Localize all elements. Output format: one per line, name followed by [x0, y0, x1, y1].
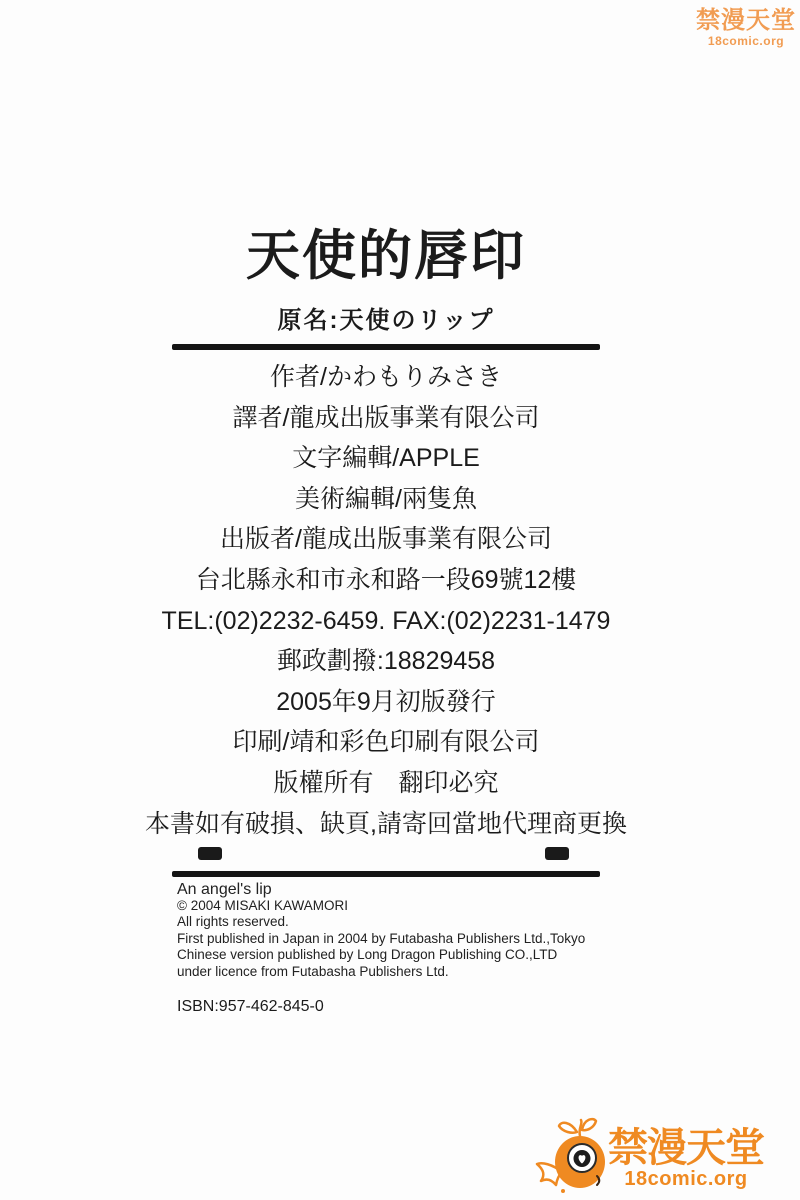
copyright-block — [177, 881, 585, 980]
publisher-address: 台北縣永和市永和路一段69號12樓 — [195, 565, 577, 594]
original-title: 原名:天使のリップ — [277, 307, 495, 334]
watermark-site-name: 禁漫天堂 — [696, 7, 796, 34]
credit-printer: 印刷/靖和彩色印刷有限公司 — [232, 728, 540, 757]
replacement-notice: 本書如有破損、缺頁,請寄回當地代理商更換 — [145, 809, 627, 838]
whale-mascot-icon — [534, 1110, 606, 1200]
divider-rule-top — [172, 344, 600, 350]
credit-text-editor: 文字編輯/APPLE — [292, 444, 480, 473]
watermark-site-url: 18comic.org — [707, 34, 785, 48]
isbn: ISBN:957-462-845-0 — [177, 998, 324, 1015]
logo-text — [608, 1128, 764, 1190]
copyright-line: © 2004 MISAKI KAWAMORI — [177, 898, 348, 913]
chinese-version-line: Chinese version published by Long Dragon Publishing CO.,LTD — [177, 947, 558, 963]
registration-mark-left — [198, 847, 222, 860]
top-watermark — [696, 8, 796, 48]
rights-notice: 版權所有 翻印必究 — [273, 768, 499, 797]
credit-translator: 譯者/龍成出版事業有限公司 — [232, 403, 540, 432]
logo-site-name: 禁漫天堂 — [608, 1126, 764, 1170]
phone-fax: TEL:(02)2232-6459. FAX:(02)2231-1479 — [161, 606, 611, 635]
divider-rule-bottom — [172, 871, 600, 877]
book-title: 天使的唇印 — [246, 226, 526, 286]
site-logo — [534, 1110, 764, 1200]
rights-reserved-line: All rights reserved. — [177, 914, 289, 930]
registration-mark-right — [545, 847, 569, 860]
credit-art-editor: 美術編輯/兩隻魚 — [295, 484, 477, 513]
licence-line: under licence from Futabasha Publishers Ltd. — [177, 963, 449, 979]
english-title: An angel's lip — [177, 881, 272, 898]
logo-site-url: 18comic.org — [624, 1168, 748, 1190]
credit-author: 作者/かわもりみさき — [270, 363, 502, 391]
edition-date: 2005年9月初版發行 — [276, 687, 496, 716]
credits-block — [0, 357, 772, 844]
postal-transfer: 郵政劃撥:18829458 — [276, 647, 496, 676]
credit-publisher: 出版者/龍成出版事業有限公司 — [220, 525, 552, 554]
first-published-line: First published in Japan in 2004 by Futabasha Publishers Ltd.,Tokyo — [177, 930, 586, 946]
